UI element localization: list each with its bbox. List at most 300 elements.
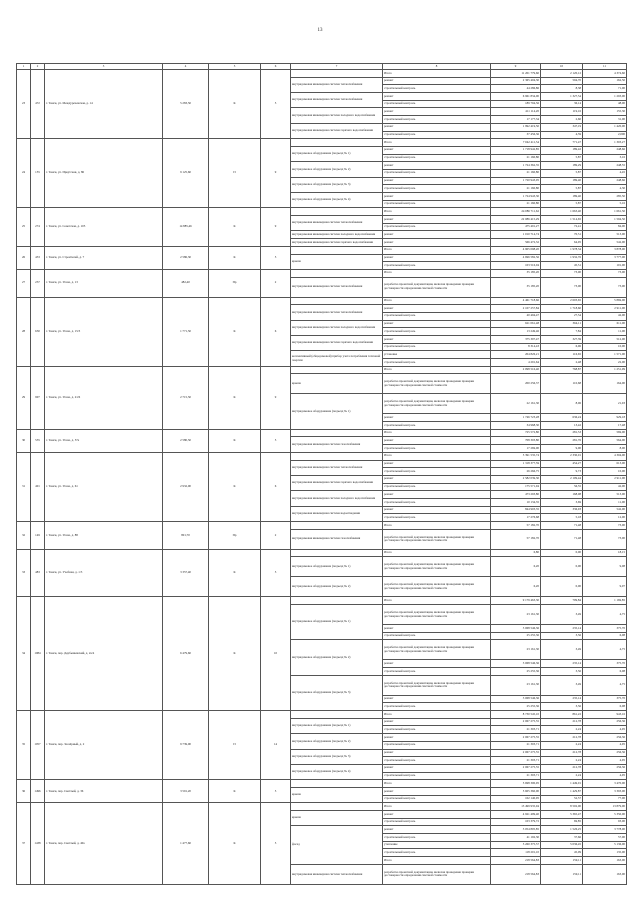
cost-limit: 21,93	[583, 394, 627, 414]
cost-per-sqm: 3,56	[541, 632, 583, 640]
cost-per-sqm: 189,29	[541, 162, 583, 170]
cost-per-sqm: 5,87	[541, 200, 583, 208]
cost-per-sqm: 45,51	[541, 262, 583, 270]
building-id: 483	[31, 549, 45, 597]
work-type: Итого	[383, 139, 491, 147]
work-type: строительный контроль	[383, 514, 491, 522]
cost-limit: 3 878,00	[583, 246, 627, 254]
cost-per-sqm: 235,14	[541, 660, 583, 668]
cost-limit: 248,66	[583, 146, 627, 154]
building-id: 1084	[31, 597, 45, 711]
cost-per-sqm: 347,19	[541, 123, 583, 131]
cost-per-sqm: 6,96	[541, 343, 583, 351]
work-type: ремонт	[383, 660, 491, 668]
cost-per-sqm: 159,11	[541, 857, 583, 865]
cost-total: 7 042 411,54	[491, 139, 541, 147]
cost-per-sqm: 56,55	[541, 483, 583, 491]
cost-limit: 11,00	[583, 498, 627, 506]
cost-per-sqm: 768,87	[541, 366, 583, 374]
page-number: 13	[317, 28, 323, 33]
work-type: Итого	[383, 246, 491, 254]
cost-limit: 8,00	[583, 445, 627, 453]
cost-limit: 4 304,00	[583, 452, 627, 460]
cost-total: 4 905 098,20	[491, 246, 541, 254]
cost-per-sqm: 364,11	[541, 320, 583, 328]
work-type: Итого	[383, 269, 491, 277]
work-type: строительный контроль	[383, 468, 491, 476]
building-id: 237	[31, 269, 45, 297]
structural-element	[291, 366, 383, 374]
column-number: 3	[45, 64, 163, 70]
cost-per-sqm: 212,78	[541, 764, 583, 772]
structural-element: внутридомовое оборудование (подъезд № 2)	[291, 577, 383, 597]
building-class: К	[209, 297, 261, 366]
building-floors: 9	[261, 208, 291, 246]
cost-per-sqm: 212,78	[541, 749, 583, 757]
cost-per-sqm: 13,42	[541, 422, 583, 430]
structural-element	[291, 139, 383, 147]
work-type: разработка проектной документации, включая проведение проверки достоверности определения сметной стоимости	[383, 675, 491, 695]
table-row	[17, 246, 627, 254]
cost-limit: 6,08	[583, 668, 627, 676]
work-type: ремонт	[383, 335, 491, 343]
cost-per-sqm: 2 330,01	[541, 452, 583, 460]
cost-limit: 9,07	[583, 577, 627, 597]
table-row	[17, 780, 627, 788]
cost-per-sqm: 69,85	[541, 818, 583, 826]
cost-per-sqm: 116,65	[541, 351, 583, 359]
work-type: ремонт	[383, 460, 491, 468]
cost-total: 844 903,35	[491, 506, 541, 514]
cost-total: 13 499 935,94	[491, 803, 541, 811]
cost-limit: 256,36	[583, 764, 627, 772]
structural-element: внутридомовая инженерная система горячего водоснабжения	[291, 239, 383, 247]
row-number: 35	[17, 711, 31, 780]
cost-per-sqm: 71,48	[541, 522, 583, 530]
structural-element: внутридомовое оборудование (подъезд № 3)	[291, 675, 383, 710]
cost-per-sqm: 2 109,44	[541, 475, 583, 483]
cost-total: 25 255,36	[491, 668, 541, 676]
structural-element	[291, 429, 383, 437]
work-type: строительный контроль	[383, 200, 491, 208]
cost-per-sqm: 212,78	[541, 718, 583, 726]
cost-limit: 4 374,60	[583, 70, 627, 78]
cost-limit: 3 393,00	[583, 787, 627, 795]
building-id: 630	[31, 297, 45, 366]
work-type: разработка проектной документации, включая проведение проверки достоверности определения сметной стоимости	[383, 529, 491, 549]
building-area: 14 885,46	[163, 208, 209, 246]
row-number: 34	[17, 597, 31, 711]
cost-limit: 5 350,00	[583, 811, 627, 819]
building-class: К	[209, 246, 261, 269]
structural-element	[291, 70, 383, 78]
cost-total: 21 160,80	[491, 200, 541, 208]
cost-limit: 93,00	[583, 818, 627, 826]
building-class: К	[209, 803, 261, 884]
cost-per-sqm: 2 603,65	[541, 297, 583, 305]
cost-per-sqm: 5,87	[541, 154, 583, 162]
cost-total: 22 161,30	[491, 394, 541, 414]
cost-total: 621 061,48	[491, 320, 541, 328]
cost-limit: 17,48	[583, 422, 627, 430]
building-floors: 6	[261, 452, 291, 521]
cost-limit: 4,95	[583, 757, 627, 765]
work-type: строительный контроль	[383, 169, 491, 177]
cost-limit: 6,08	[583, 703, 627, 711]
cost-per-sqm: 594,70	[541, 77, 583, 85]
cost-per-sqm: 119,16	[541, 108, 583, 116]
work-type: строительный контроль	[383, 703, 491, 711]
work-type: ремонт	[383, 239, 491, 247]
cost-per-sqm: 2,24	[541, 772, 583, 780]
cost-total: 23 161,30	[491, 640, 541, 660]
cost-limit: 375,70	[583, 695, 627, 703]
cost-per-sqm: 0,00	[541, 557, 583, 577]
table-row	[17, 208, 627, 216]
building-address: г. Томск, ул. Усова, д. 57а	[45, 429, 163, 452]
cost-per-sqm: 5 036,45	[541, 841, 583, 849]
cost-limit: 542,00	[583, 506, 627, 514]
structural-element: внутридомовая инженерная система газоснабжения	[291, 529, 383, 549]
cost-total: 24 086 711,62	[491, 208, 541, 216]
cost-per-sqm: 5 365,47	[541, 811, 583, 819]
cost-total: 2 067 275,55	[491, 718, 541, 726]
cost-per-sqm: 1 978,34	[541, 246, 583, 254]
structural-element	[291, 597, 383, 605]
cost-per-sqm: 1 514,65	[541, 216, 583, 224]
work-type: ремонт	[383, 475, 491, 483]
work-type: строительный контроль	[383, 795, 491, 803]
cost-limit: 73,00	[583, 522, 627, 530]
cost-per-sqm: 159,11	[541, 864, 583, 884]
cost-total: 41 192,30	[491, 834, 541, 842]
row-number: 31	[17, 452, 31, 521]
cost-total: 1 724 943,30	[491, 193, 541, 201]
cost-limit: 12,00	[583, 514, 627, 522]
work-type: строительный контроль	[383, 131, 491, 139]
work-type: ремонт	[383, 826, 491, 834]
work-type: Итого	[383, 597, 491, 605]
building-floors: 5	[261, 246, 291, 269]
cost-limit: 375,70	[583, 660, 627, 668]
building-id: 433	[31, 246, 45, 269]
building-address: г. Томск, ул. Междуреченская, д. 14	[45, 70, 163, 139]
cost-limit: 375,70	[583, 625, 627, 633]
cost-limit: 6,08	[583, 632, 627, 640]
cost-limit: 513,00	[583, 231, 627, 239]
cost-total: 9 179 463,30	[491, 597, 541, 605]
cost-total: 21 303,71	[491, 741, 541, 749]
structural-element: внутридомовая инженерная система теплоснабжения	[291, 77, 383, 92]
building-id: 907	[31, 366, 45, 429]
cost-total: 4 291,64	[491, 359, 541, 367]
structural-element: крыша	[291, 787, 383, 802]
cost-per-sqm: 1 718,60	[541, 305, 583, 313]
work-type: строительный контроль	[383, 223, 491, 231]
building-class: К	[209, 366, 261, 429]
work-type: ремонт	[383, 491, 491, 499]
structural-element: коллективный (общедомовой) прибор учета потребления тепловой энергии	[291, 351, 383, 366]
work-type: строительный контроль	[383, 185, 491, 193]
cost-total: 473 293,80	[491, 491, 541, 499]
work-type: ремонт	[383, 734, 491, 742]
work-type: ремонт	[383, 718, 491, 726]
structural-element: внутридомовая инженерная система теплоснабжения	[291, 216, 383, 231]
cost-total: 8 314,43	[491, 343, 541, 351]
cost-limit: 513,00	[583, 491, 627, 499]
cost-per-sqm: 189,42	[541, 146, 583, 154]
cost-total: 3 068 546,36	[491, 625, 541, 633]
column-number: 7	[291, 64, 383, 70]
building-floors: 9	[261, 366, 291, 429]
work-type: ремонт	[383, 506, 491, 514]
work-type: разработка проектной документации, включая проведение проверки достоверности определения сметной стоимости	[383, 864, 491, 884]
work-type: строительный контроль	[383, 818, 491, 826]
cost-total: 218 564,83	[491, 857, 541, 865]
building-class: П	[209, 139, 261, 208]
work-type: утепление	[383, 841, 491, 849]
building-area: 2 586,30	[163, 246, 209, 269]
cost-limit: 4,95	[583, 726, 627, 734]
cost-total: 3 054 805,85	[491, 826, 541, 834]
work-type: строительный контроль	[383, 849, 491, 857]
cost-total: 22 086 415,29	[491, 216, 541, 224]
cost-per-sqm: 235,14	[541, 625, 583, 633]
cost-total: 6,20	[491, 577, 541, 597]
structural-element: внутридомовая инженерная система горячего водоснабжения	[291, 123, 383, 138]
cost-limit: 564,00	[583, 437, 627, 445]
work-type: ремонт	[383, 749, 491, 757]
cost-limit: 71,00	[583, 85, 627, 93]
structural-element: внутридомовое оборудование (подъезд № 1)	[291, 605, 383, 640]
table-row	[17, 269, 627, 277]
cost-limit: 611,00	[583, 320, 627, 328]
work-type: строительный контроль	[383, 445, 491, 453]
cost-limit: 256,36	[583, 718, 627, 726]
cost-limit: 10,00	[583, 468, 627, 476]
cost-limit: 1 420,00	[583, 123, 627, 131]
structural-element	[291, 803, 383, 811]
cost-limit: 57,00	[583, 834, 627, 842]
work-type: строительный контроль	[383, 154, 491, 162]
cost-limit: 101,00	[583, 262, 627, 270]
table-row	[17, 429, 627, 437]
building-area: 482,40	[163, 269, 209, 297]
cost-total: 21 303,71	[491, 772, 541, 780]
cost-limit: 4,45	[583, 169, 627, 177]
cost-total: 2 107 257,84	[491, 305, 541, 313]
work-type: строительный контроль	[383, 100, 491, 108]
cost-total: 21 303,71	[491, 726, 541, 734]
work-type: строительный контроль	[383, 726, 491, 734]
cost-total: 25 255,36	[491, 703, 541, 711]
cost-total: 4 461 718,66	[491, 297, 541, 305]
structural-element: внутридомовое оборудование (подъезд № 3)	[291, 749, 383, 764]
cost-total: 4 921 499,40	[491, 811, 541, 819]
cost-per-sqm: 3,69	[541, 498, 583, 506]
building-area: 2 580,50	[163, 429, 209, 452]
row-number: 27	[17, 269, 31, 297]
building-class: К	[209, 452, 261, 521]
work-type: разработка проектной документации, включая проведение проверки достоверности определения сметной стоимости	[383, 394, 491, 414]
work-type: Итого	[383, 522, 491, 530]
work-type: строительный контроль	[383, 262, 491, 270]
work-type: строительный контроль	[383, 359, 491, 367]
building-area: 2 715,50	[163, 366, 209, 429]
cost-per-sqm: 454,27	[541, 460, 583, 468]
work-type: ремонт	[383, 811, 491, 819]
cost-limit: 613,00	[583, 460, 627, 468]
building-address: г. Томск, ул. Усова, д. 61	[45, 452, 163, 521]
structural-element: внутридомовая инженерная система теплоснабжения	[291, 305, 383, 320]
cost-total: 26 266,75	[491, 468, 541, 476]
cost-per-sqm: 709,84	[541, 597, 583, 605]
column-number: 5	[209, 64, 261, 70]
capital-repair-table	[16, 63, 627, 885]
cost-limit: 135,00	[583, 849, 627, 857]
cost-total: 34 968,30	[491, 422, 541, 430]
building-id: 535	[31, 429, 45, 452]
building-id: 401	[31, 452, 45, 521]
work-type: Итого	[383, 803, 491, 811]
cost-total: 375 397,47	[491, 335, 541, 343]
work-type: разработка проектной документации, включая проведение проверки достоверности определения сметной стоимости	[383, 374, 491, 394]
structural-element: внутридомовое оборудование (подъезд № 1)	[291, 146, 383, 161]
work-type: ремонт	[383, 414, 491, 422]
cost-per-sqm: 235,14	[541, 695, 583, 703]
cost-total: 21 160,80	[491, 169, 541, 177]
structural-element	[291, 297, 383, 305]
cost-total: 37 456,36	[491, 131, 541, 139]
building-id: 1438	[31, 803, 45, 884]
cost-limit: 77,00	[583, 795, 627, 803]
cost-total: 475 491,27	[491, 223, 541, 231]
cost-total: 21 160,80	[491, 154, 541, 162]
building-class: К	[209, 70, 261, 139]
building-id: 1057	[31, 711, 45, 780]
cost-limit: 18,15	[583, 549, 627, 557]
building-floors: 5	[261, 549, 291, 597]
building-floors: 2	[261, 522, 291, 550]
cost-total: 200 256,37	[491, 374, 541, 394]
structural-element: крыша	[291, 811, 383, 826]
cost-total: 35 185,20	[491, 269, 541, 277]
structural-element: крыша	[291, 374, 383, 394]
work-type: ремонт	[383, 695, 491, 703]
cost-limit: 4,95	[583, 772, 627, 780]
row-number: 36	[17, 780, 31, 803]
cost-limit: 256,36	[583, 749, 627, 757]
work-type: строительный контроль	[383, 483, 491, 491]
building-class: К	[209, 597, 261, 711]
cost-per-sqm: 2,24	[541, 757, 583, 765]
work-type: ремонт	[383, 254, 491, 262]
work-type: Итого	[383, 297, 491, 305]
cost-total: 17 177,34	[491, 116, 541, 124]
cost-limit: 569,00	[583, 429, 627, 437]
work-type: Итого	[383, 857, 491, 865]
cost-per-sqm: 2,60	[541, 116, 583, 124]
structural-element: внутридомовая инженерная система холодного водоснабжения	[291, 320, 383, 335]
cost-limit: 285,50	[583, 193, 627, 201]
cost-per-sqm: 70,51	[541, 231, 583, 239]
cost-limit: 31,00	[583, 116, 627, 124]
cost-total: 3 068 546,36	[491, 660, 541, 668]
cost-per-sqm: 5,18	[541, 514, 583, 522]
cost-limit: 4,30	[583, 185, 627, 193]
cost-limit: 1 303,27	[583, 139, 627, 147]
cost-limit: 42,00	[583, 312, 627, 320]
building-address: г. Томск, пер. Дербышевский, д. 2а/4	[45, 597, 163, 711]
cost-per-sqm: 37,66	[541, 834, 583, 842]
work-type: ремонт	[383, 177, 491, 185]
building-class: К	[209, 208, 261, 246]
cost-per-sqm: 189,40	[541, 193, 583, 201]
table-row	[17, 711, 627, 719]
cost-total: 5 605 360,00	[491, 787, 541, 795]
cost-total: 725 572,80	[491, 429, 541, 437]
cost-total: 21 303,71	[491, 757, 541, 765]
table-row	[17, 366, 627, 374]
cost-per-sqm: 1 429,87	[541, 787, 583, 795]
cost-per-sqm: 2,48	[541, 359, 583, 367]
work-type: строительный контроль	[383, 312, 491, 320]
cost-total: 103 516,04	[491, 262, 541, 270]
structural-element: внутридомовое оборудование (подъезд № 1)	[291, 394, 383, 429]
building-class: Пр	[209, 522, 261, 550]
cost-per-sqm: 1 932,76	[541, 254, 583, 262]
column-number: 9	[491, 64, 541, 70]
work-type: ремонт	[383, 320, 491, 328]
table-row	[17, 297, 627, 305]
structural-element	[291, 522, 383, 530]
cost-limit: 73,00	[583, 529, 627, 549]
cost-total: 23 161,30	[491, 675, 541, 695]
cost-limit: 11,00	[583, 328, 627, 336]
cost-per-sqm: 2 120,12	[541, 70, 583, 78]
cost-total: 3 068 546,36	[491, 695, 541, 703]
cost-total: 566 472,32	[491, 239, 541, 247]
cost-per-sqm: 1 449,01	[541, 780, 583, 788]
building-class: К	[209, 549, 261, 597]
work-type: ремонт	[383, 93, 491, 101]
work-type: строительный контроль	[383, 422, 491, 430]
cost-limit: 248,66	[583, 177, 627, 185]
cost-total: 2 365 404,30	[491, 77, 541, 85]
work-type: Итого	[383, 549, 491, 557]
work-type: Итого	[383, 780, 491, 788]
cost-per-sqm: 0,00	[541, 549, 583, 557]
work-type: ремонт	[383, 305, 491, 313]
cost-total: 57 182,70	[491, 522, 541, 530]
building-floors: 5	[261, 803, 291, 884]
structural-element: внутридомовая инженерная система водоотведения	[291, 506, 383, 521]
cost-total: 708 303,80	[491, 437, 541, 445]
building-floors: 5	[261, 70, 291, 139]
cost-per-sqm: 281,76	[541, 437, 583, 445]
cost-limit: 13 879,00	[583, 803, 627, 811]
building-id: 1496	[31, 780, 45, 803]
work-type: разработка проектной документации, включая проведение проверки достоверности определения сметной стоимости	[383, 605, 491, 625]
cost-per-sqm: 5,87	[541, 185, 583, 193]
building-floors: 2	[261, 269, 291, 297]
cost-limit: 4,75	[583, 605, 627, 625]
building-address: г. Томск, ул. Строителей, д. 7	[45, 246, 163, 269]
cost-total: 4 696 582,56	[491, 254, 541, 262]
row-number: 32	[17, 522, 31, 550]
cost-per-sqm: 36,14	[541, 100, 583, 108]
cost-limit: 10,00	[583, 343, 627, 351]
